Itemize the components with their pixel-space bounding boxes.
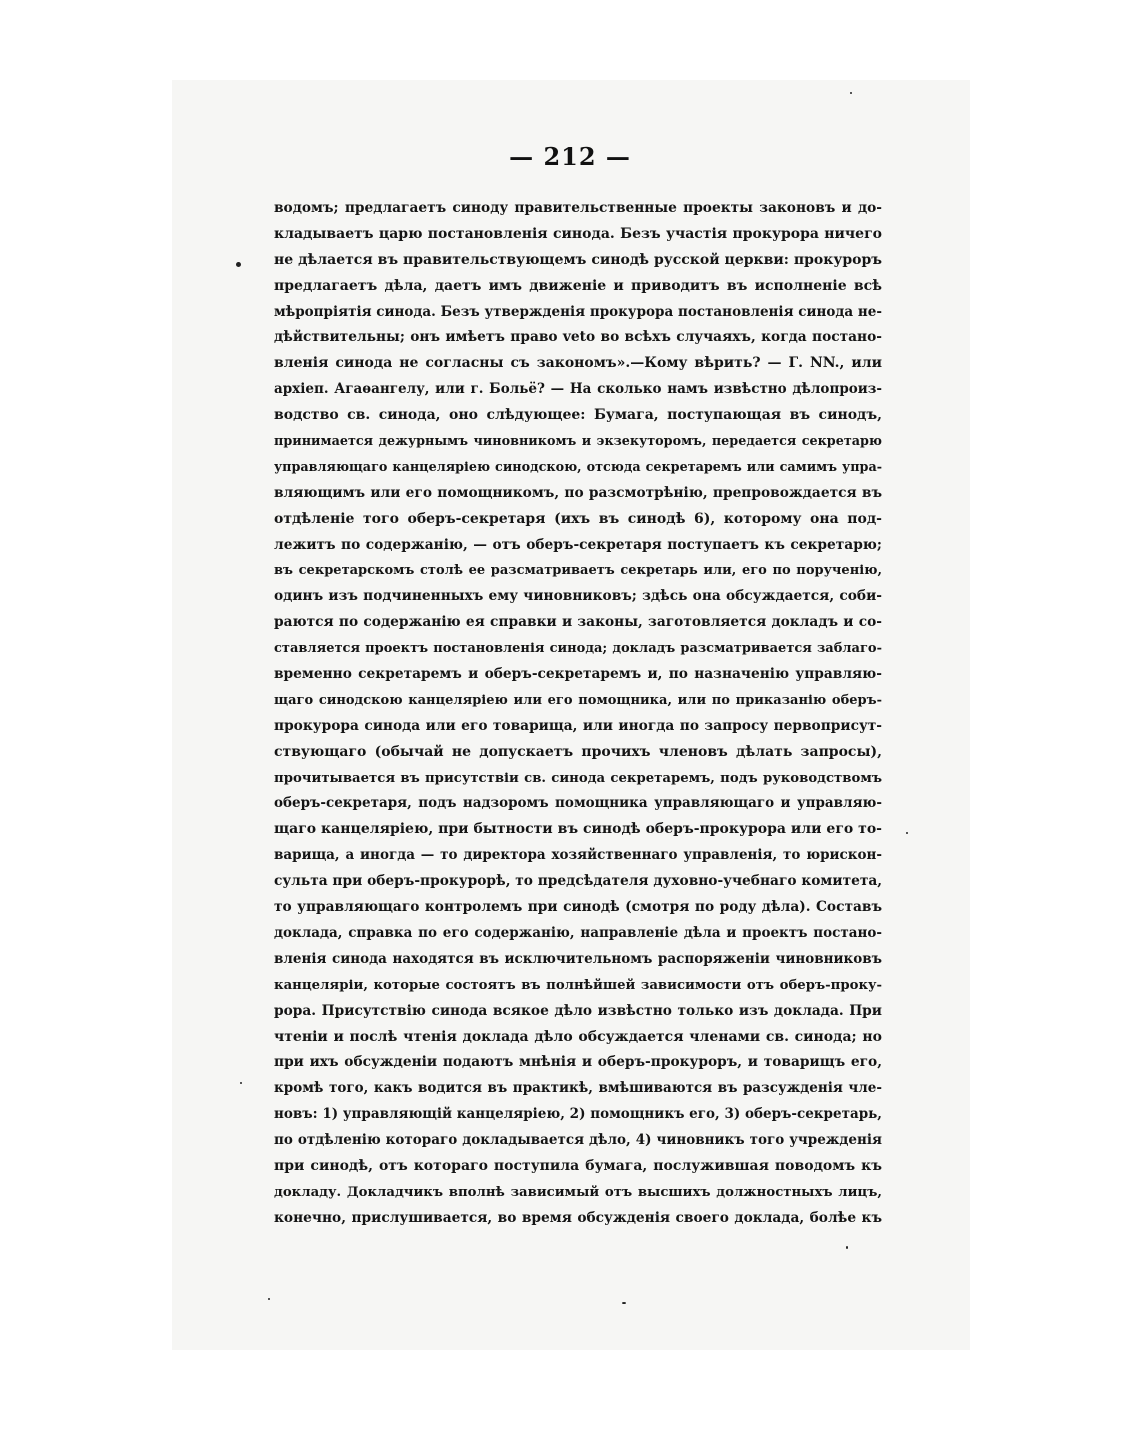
text-line: мѣропріятія синода. Безъ утвержденія прокурора постановленія синода не- (274, 303, 882, 320)
text-line: водство св. синода, оно слѣдующее: Бумага, поступающая въ синодъ, (274, 407, 882, 424)
scan-speck (268, 1298, 270, 1300)
text-line: водомъ; предлагаетъ синоду правительственные проекты законовъ и до- (274, 200, 882, 216)
text-line: отдѣленіе того оберъ-секретаря (ихъ въ синодѣ 6), которому она под- (274, 510, 882, 527)
text-line: кладываетъ царю постановленія синода. Безъ участія прокурора ничего (274, 225, 882, 242)
text-line: принимается дежурнымъ чиновникомъ и экзекуторомъ, передается секретарю (274, 434, 882, 450)
text-line: прочитывается въ присутствіи св. синода секретаремъ, подъ руководствомъ (274, 770, 882, 786)
text-line: кромѣ того, какъ водится въ практикѣ, вмѣшиваются въ разсужденія чле- (274, 1080, 882, 1097)
text-line: архіеп. Агаѳангелу, или г. Больё? — На сколько намъ извѣстно дѣлопроиз- (274, 381, 882, 398)
text-line: вляющимъ или его помощникомъ, по разсмотрѣнію, препровождается въ (274, 484, 882, 501)
text-line: оберъ-секретаря, подъ надзоромъ помощника управляющаго и управляю- (274, 795, 882, 812)
text-line: одинъ изъ подчиненныхъ ему чиновниковъ; здѣсь она обсуждается, соби- (274, 588, 882, 605)
text-line: дѣйствительны; онъ имѣетъ право veto во всѣхъ случаяхъ, когда постано- (274, 329, 882, 346)
text-line: конечно, прислушивается, во время обсужденія своего доклада, болѣе къ (274, 1209, 882, 1226)
page-number: — 212 — (509, 142, 631, 171)
text-line: доклада, справка по его содержанію, направленіе дѣла и проектъ постано- (274, 924, 882, 941)
scan-speck (846, 1246, 848, 1249)
text-line: докладу. Докладчикъ вполнѣ зависимый отъ высшихъ должностныхъ лицъ, (274, 1184, 882, 1200)
scan-speck (236, 262, 241, 267)
text-line: не дѣлается въ правительствующемъ синодѣ русской церкви: прокуроръ (274, 251, 882, 268)
text-line: варища, а иногда — то директора хозяйственнаго управленія, то юрискон- (274, 847, 882, 864)
text-line: щаго синодскою канцеляріею или его помощника, или по приказанію оберъ- (274, 692, 882, 708)
scan-speck (906, 832, 908, 834)
text-line: вленія синода находятся въ исключительномъ распоряженіи чиновниковъ (274, 950, 882, 967)
text-line: ствующаго (обычай не допускаетъ прочихъ членовъ дѣлать запросы), (274, 743, 882, 760)
text-line: прокурора синода или его товарища, или иногда по запросу первоприсут- (274, 717, 882, 734)
text-line: чтеніи и послѣ чтенія доклада дѣло обсуждается членами св. синода; но (274, 1028, 882, 1045)
text-line: то управляющаго контролемъ при синодѣ (смотря по роду дѣла). Составъ (274, 899, 882, 916)
text-line: рора. Присутствію синода всякое дѣло извѣстно только изъ доклада. При (274, 1002, 882, 1019)
text-line: сульта при оберъ-прокурорѣ, то предсѣдателя духовно-учебнаго комитета, (274, 873, 882, 890)
text-line: при синодѣ, отъ котораго поступила бумага, послужившая поводомъ къ (274, 1157, 882, 1174)
scan-speck (240, 1082, 242, 1084)
text-line: временно секретаремъ и оберъ-секретаремъ и, по назначенію управляю- (274, 666, 882, 683)
body-text (274, 196, 882, 1232)
text-line: управляющаго канцеляріею синодскою, отсюда секретаремъ или самимъ упра- (274, 459, 882, 475)
text-line: лежитъ по содержанію, — отъ оберъ-секретаря поступаетъ къ секретарю; (274, 536, 882, 553)
text-line: ставляется проектъ постановленія синода; докладъ разсматривается заблаго- (274, 641, 882, 657)
text-line: щаго канцеляріею, при бытности въ синодѣ оберъ-прокурора или его то- (274, 821, 882, 838)
scan-speck (622, 1302, 626, 1304)
text-line: предлагаетъ дѣла, даетъ имъ движеніе и приводитъ въ исполненіе всѣ (274, 277, 882, 294)
text-line: вленія синода не согласны съ закономъ».—Кому вѣрить? — Г. NN., или (274, 355, 882, 372)
text-line: раются по содержанію ея справки и законы, заготовляется докладъ и со- (274, 614, 882, 631)
text-line: новъ: 1) управляющій канцеляріею, 2) помощникъ его, 3) оберъ-секретарь, (274, 1106, 882, 1123)
scan-speck (850, 92, 852, 94)
text-line: въ секретарскомъ столѣ ее разсматриваетъ секретарь или, его по порученію, (274, 563, 882, 579)
text-line: при ихъ обсужденіи подаютъ мнѣнія и оберъ-прокуроръ, и товарищъ его, (274, 1054, 882, 1071)
text-line: канцеляріи, которые состоятъ въ полнѣйшей зависимости отъ оберъ-проку- (274, 977, 882, 993)
text-line: по отдѣленію котораго докладывается дѣло, 4) чиновникъ того учрежденія (274, 1132, 882, 1149)
